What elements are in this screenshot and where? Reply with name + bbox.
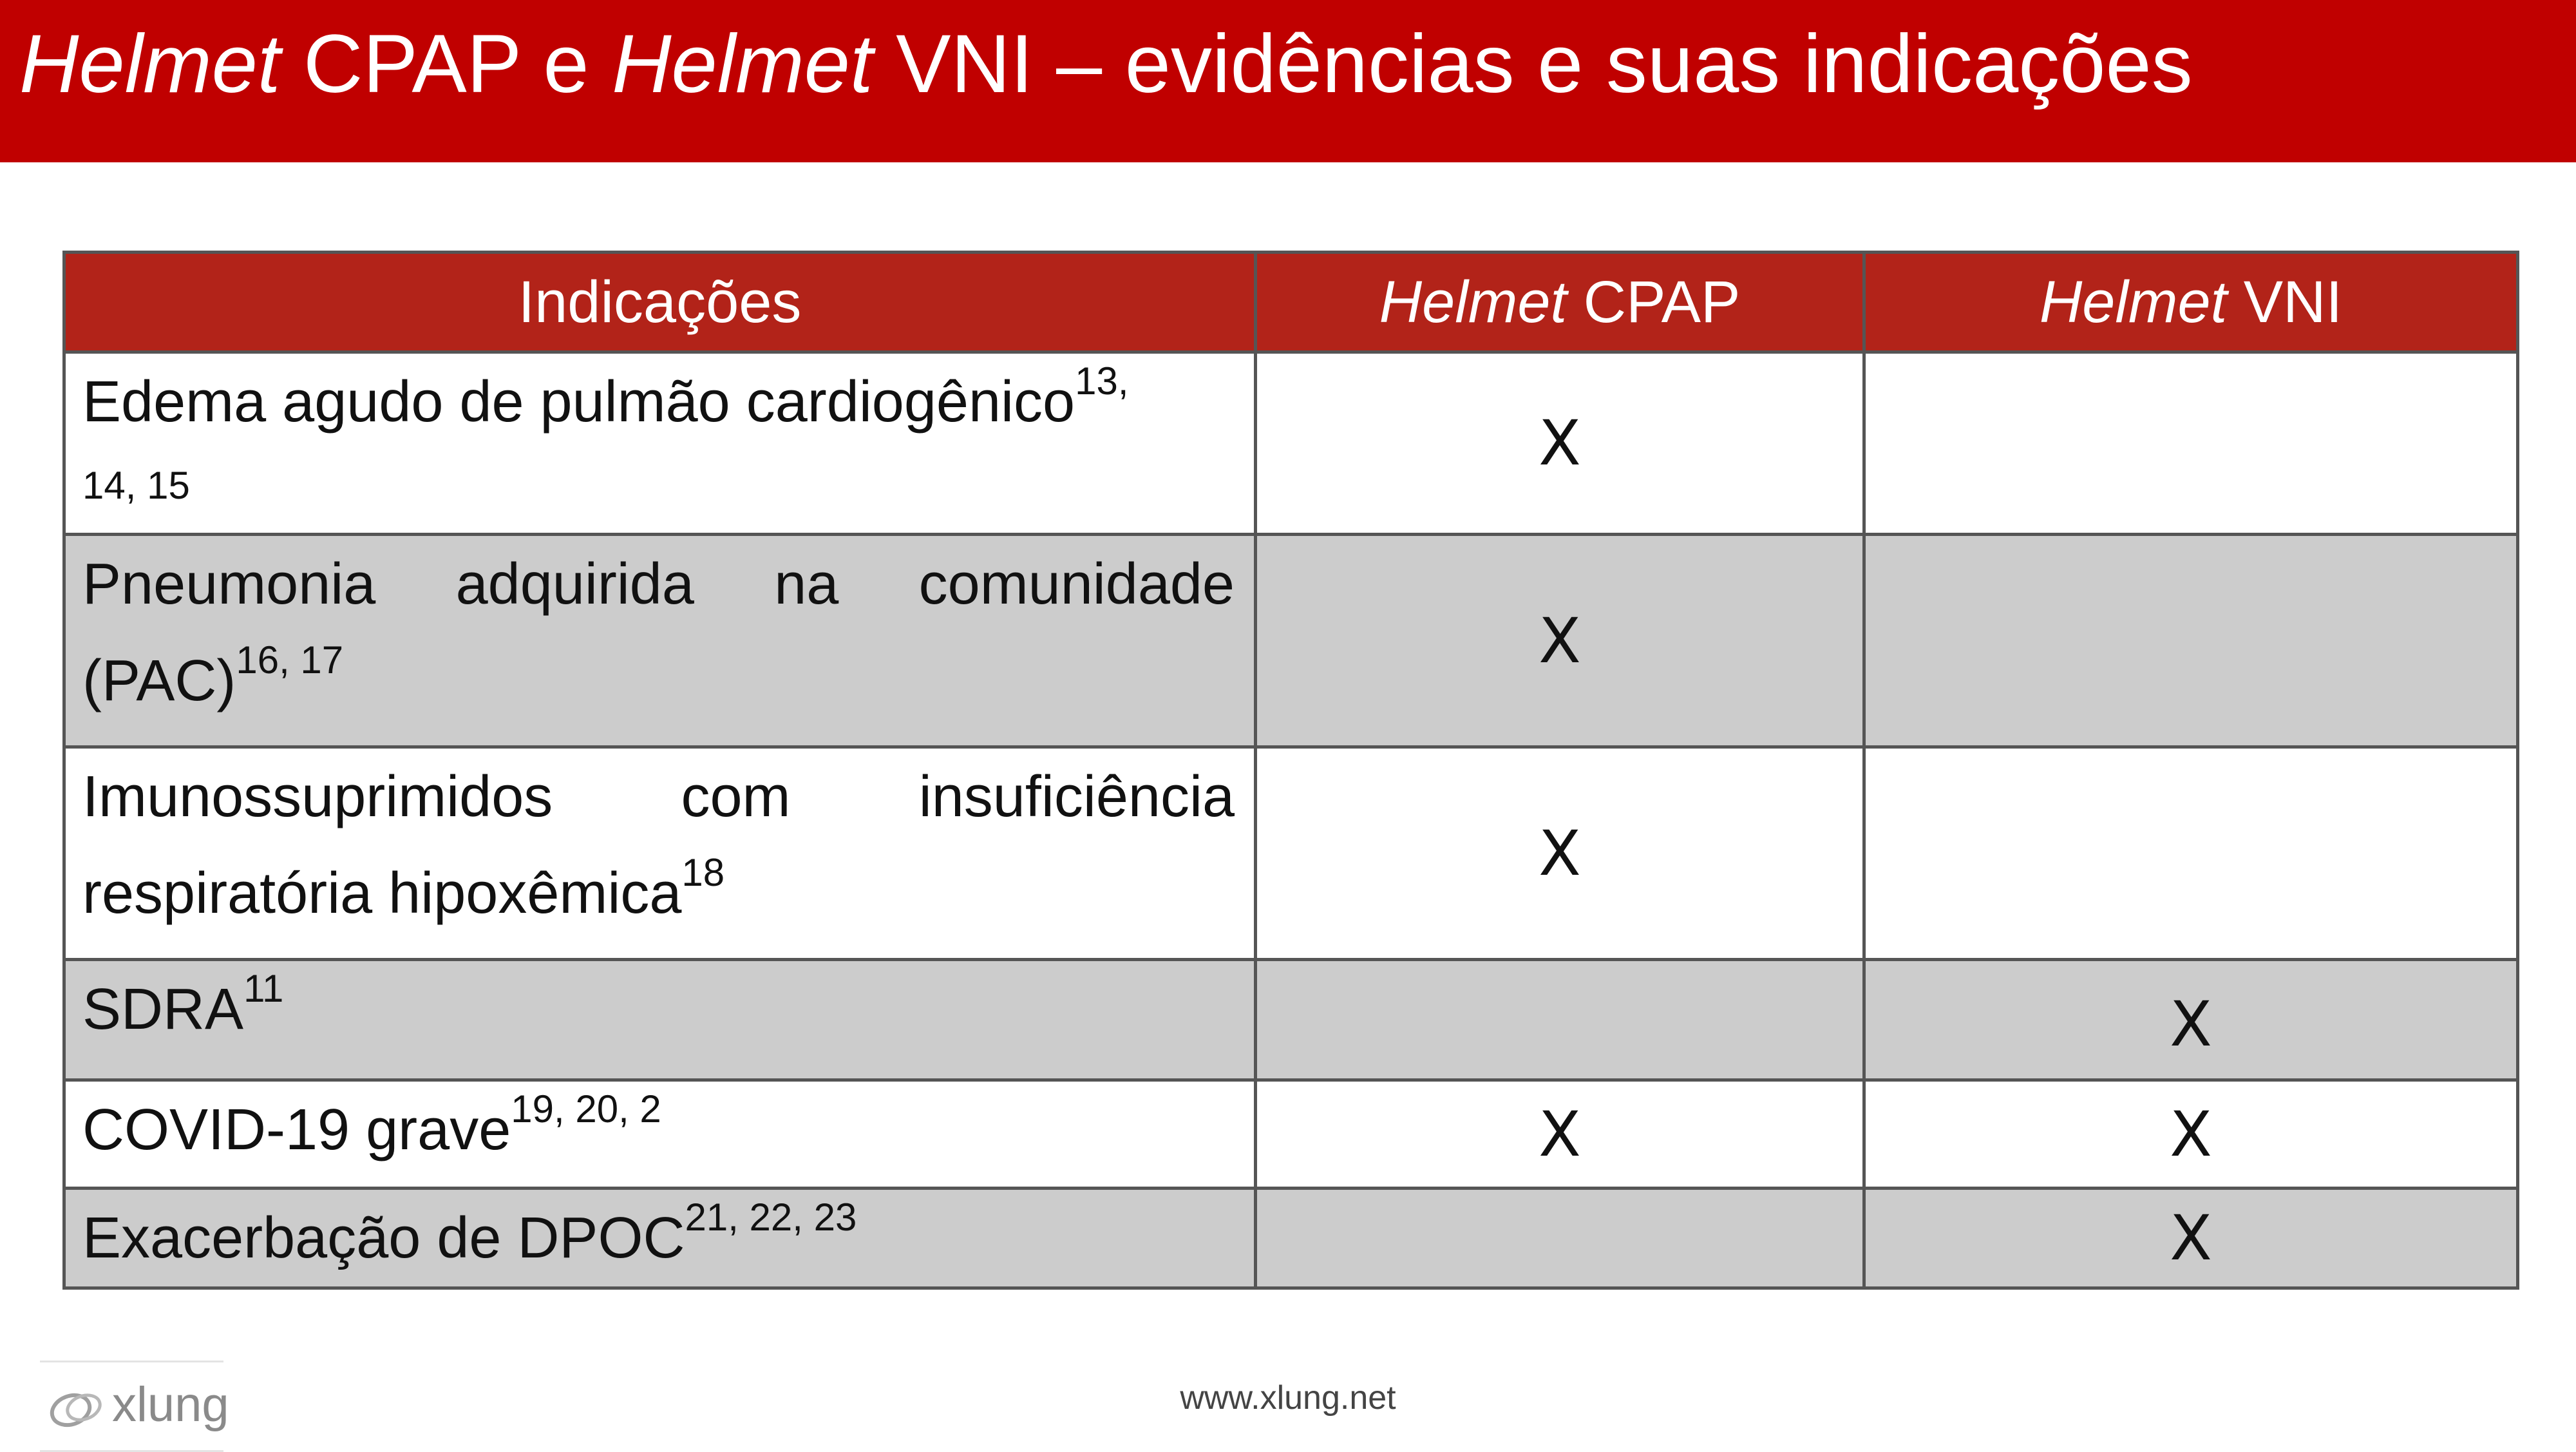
row-label — [64, 352, 1256, 535]
vni-mark — [1864, 352, 2518, 535]
row-refs: 18 — [681, 851, 725, 894]
title-italic-1: Helmet — [19, 18, 281, 110]
row-refs-continued: 14, 15 — [82, 464, 190, 507]
cpap-mark: X — [1256, 352, 1864, 535]
row-label — [64, 747, 1256, 960]
header-helmet-vni — [1864, 253, 2518, 352]
logo-text: xlung — [112, 1377, 229, 1432]
row-refs: 11 — [243, 967, 284, 1010]
vni-mark: X — [1864, 960, 2518, 1080]
title-text-4: VNI – evidências e suas indicações — [873, 18, 2193, 110]
table-header-row — [64, 253, 2518, 352]
row-label — [64, 1189, 1256, 1288]
row-label-text: COVID-19 grave — [82, 1098, 511, 1162]
table-row — [64, 352, 2518, 535]
row-label-text: Imunossuprimidos com insuficiência respiratória hipoxêmica — [82, 765, 1235, 926]
row-label-text: SDRA — [82, 977, 244, 1042]
row-label-text: Pneumonia adquirida na comunidade (PAC) — [82, 552, 1235, 713]
title-text-2: CPAP e — [280, 18, 612, 110]
table-row — [64, 747, 2518, 960]
footer-url: www.xlung.net — [1180, 1379, 1396, 1417]
vni-mark — [1864, 747, 2518, 960]
row-refs: 21, 22, 23 — [685, 1196, 857, 1239]
vni-mark — [1864, 535, 2518, 747]
row-label — [64, 960, 1256, 1080]
row-refs: 16, 17 — [236, 638, 344, 682]
header-helmet-cpap — [1256, 253, 1864, 352]
row-label — [64, 535, 1256, 747]
table-row — [64, 1189, 2518, 1288]
row-label-text: Edema agudo de pulmão cardiogênico — [82, 370, 1075, 434]
vni-mark: X — [1864, 1080, 2518, 1189]
cpap-mark — [1256, 1189, 1864, 1288]
table-row — [64, 535, 2518, 747]
header-cpap-italic: Helmet — [1379, 269, 1567, 335]
row-label — [64, 1080, 1256, 1189]
indications-table — [62, 251, 2519, 1290]
header-vni-italic: Helmet — [2039, 269, 2228, 335]
table-row — [64, 960, 2518, 1080]
cpap-mark: X — [1256, 1080, 1864, 1189]
title-italic-3: Helmet — [612, 18, 873, 110]
row-refs: 19, 20, 2 — [511, 1087, 661, 1131]
header-vni-text: VNI — [2227, 269, 2343, 335]
title-bar — [0, 0, 2576, 162]
vni-mark: X — [1864, 1189, 2518, 1288]
slide-title — [19, 0, 2193, 129]
cpap-mark: X — [1256, 535, 1864, 747]
header-indications: Indicações — [64, 253, 1256, 352]
cpap-mark: X — [1256, 747, 1864, 960]
table-row — [64, 1080, 2518, 1189]
row-label-text: Exacerbação de DPOC — [82, 1206, 685, 1270]
header-cpap-text: CPAP — [1567, 269, 1741, 335]
row-refs: 13, — [1075, 359, 1129, 403]
cpap-mark — [1256, 960, 1864, 1080]
